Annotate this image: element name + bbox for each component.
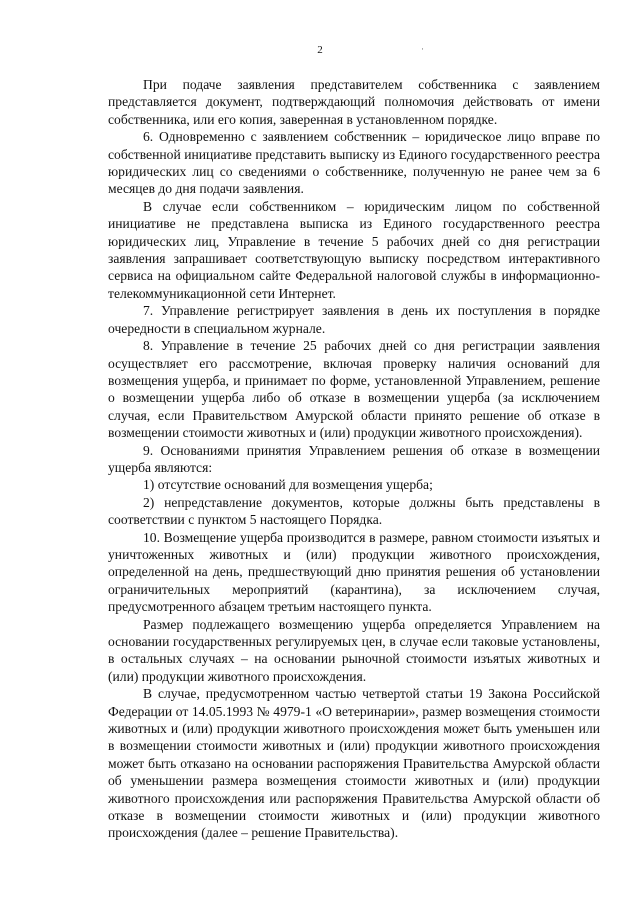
paragraph-representative: При подаче заявления представителем собственника с заявлением представляется документ, подтверждающий полномочия действовать от имени собственника, или его копия, заверенная в установленном порядке. [108,77,600,127]
paragraph-6: 6. Одновременно с заявлением собственник – юридическое лицо вправе по собственной инициативе представить выписку из Единого государственного реестра юридических лиц со сведениями о собственнике, полученную не ранее чем за 6 месяцев до дня подачи заявления. [108,129,600,197]
paragraph-9: 9. Основаниями принятия Управлением решения об отказе в возмещении ущерба являются: [108,442,600,475]
paragraph-6-extract-request: В случае если собственником – юридическим лицом по собственной инициативе не представлена выписка из Единого государственного реестра юридических лиц, Управление в течение 5 рабочих дней со дня регистрации заявления запрашивает соответствующую выписку посредством интерактивного сервиса на официальном сайте Федеральной налоговой службы в информационно-телекоммуникационной сети Интернет. [108,198,600,301]
paragraph-10: 10. Возмещение ущерба производится в размере, равном стоимости изъятых и уничтоженных животных и (или) продукции животного происхождения, определенной на день, предшествующий дню принятия решения об установлении ограничительных мероприятий (карантина), за исключением случая, предусмотренного абзацем третьим настоящего пункта. [108,529,600,615]
page-number: 2 [317,44,323,56]
paragraph-9-item-2: 2) непредставление документов, которые должны быть представлены в соответствии с пунктом 5 настоящего Порядка. [108,494,600,528]
page-mark: · [421,44,424,54]
paragraph-9-item-1: 1) отсутствие оснований для возмещения ущерба; [143,477,433,493]
paragraph-7: 7. Управление регистрирует заявления в день их поступления в порядке очередности в специальном журнале. [108,303,600,336]
paragraph-10-damage-size: Размер подлежащего возмещению ущерба определяется Управлением на основании государственных регулируемых цен, в случае если таковые установлены, в остальных случаях – на основании рыночной стоимости изъятых животных и (или) продукции животного происхождения. [108,616,600,684]
paragraph-8: 8. Управление в течение 25 рабочих дней со дня регистрации заявления осуществляет его рассмотрение, включая проверку наличия оснований для возмещения ущерба, и принимает по форме, установленной Управлением, решение о возмещении ущерба либо об отказе в возмещении ущерба (за исключением случая, если Правительством Амурской области принято решение об отказе в возмещении стоимости животных и (или) продукции животного происхождения). [108,338,600,441]
paragraph-10-government-decision: В случае, предусмотренном частью четвертой статьи 19 Закона Российской Федерации от 14.05.1993 № 4979-1 «О ветеринарии», размер возмещения стоимости животных и (или) продукции животного происхождения может быть уменьшен или в возмещении стоимости животных и (или) продукции животного происхождения может быть отказано на основании распоряжения Правительства Амурской области об уменьшении размера возмещения стоимости животных и (или) продукции животного происхождения или распоряжения Правительства Амурской области об отказе в возмещении стоимости животных и (или) продукции животного происхождения (далее – решение Правительства). [108,686,600,841]
document-body [108,76,600,842]
